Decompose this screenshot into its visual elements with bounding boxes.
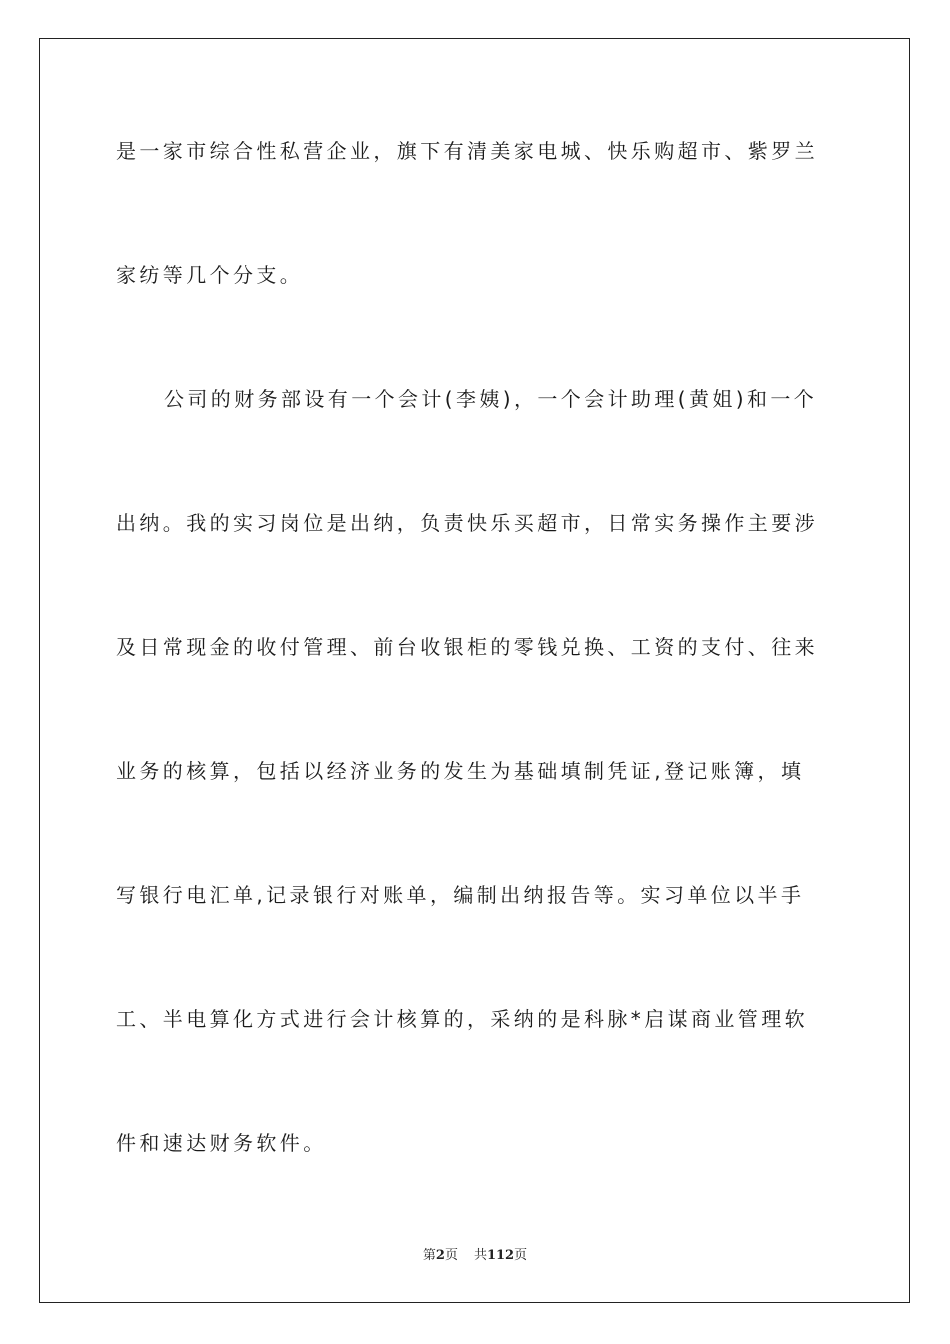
body-text-line: 是一家市综合性私营企业，旗下有清美家电城、快乐购超市、紫罗兰 <box>116 139 818 163</box>
paragraph-first-line: 公司的财务部设有一个会计(李姨)，一个会计助理(黄姐)和一个 <box>164 387 818 411</box>
total-prefix: 共 <box>473 1248 487 1263</box>
body-text-line: 出纳。我的实习岗位是出纳，负责快乐买超市，日常实务操作主要涉 <box>116 511 818 535</box>
body-text-line: 写银行电汇单,记录银行对账单，编制出纳报告等。实习单位以半手 <box>116 883 805 907</box>
page-border <box>39 38 910 1303</box>
body-text-line: 件和速达财务软件。 <box>116 1131 327 1155</box>
body-text-line: 工、半电算化方式进行会计核算的，采纳的是科脉*启谋商业管理软 <box>116 1007 808 1031</box>
body-text-line: 及日常现金的收付管理、前台收银柜的零钱兑换、工资的支付、往来 <box>116 635 818 659</box>
total-pages: 112 <box>486 1248 515 1263</box>
page-footer <box>0 1247 950 1265</box>
total-suffix: 页 <box>514 1248 528 1263</box>
page-number: 2 <box>435 1248 445 1263</box>
body-text-line: 业务的核算，包括以经济业务的发生为基础填制凭证,登记账簿，填 <box>116 759 805 783</box>
page-suffix: 页 <box>444 1248 458 1263</box>
page-prefix: 第 <box>422 1248 436 1263</box>
body-text-line: 家纺等几个分支。 <box>116 263 304 287</box>
